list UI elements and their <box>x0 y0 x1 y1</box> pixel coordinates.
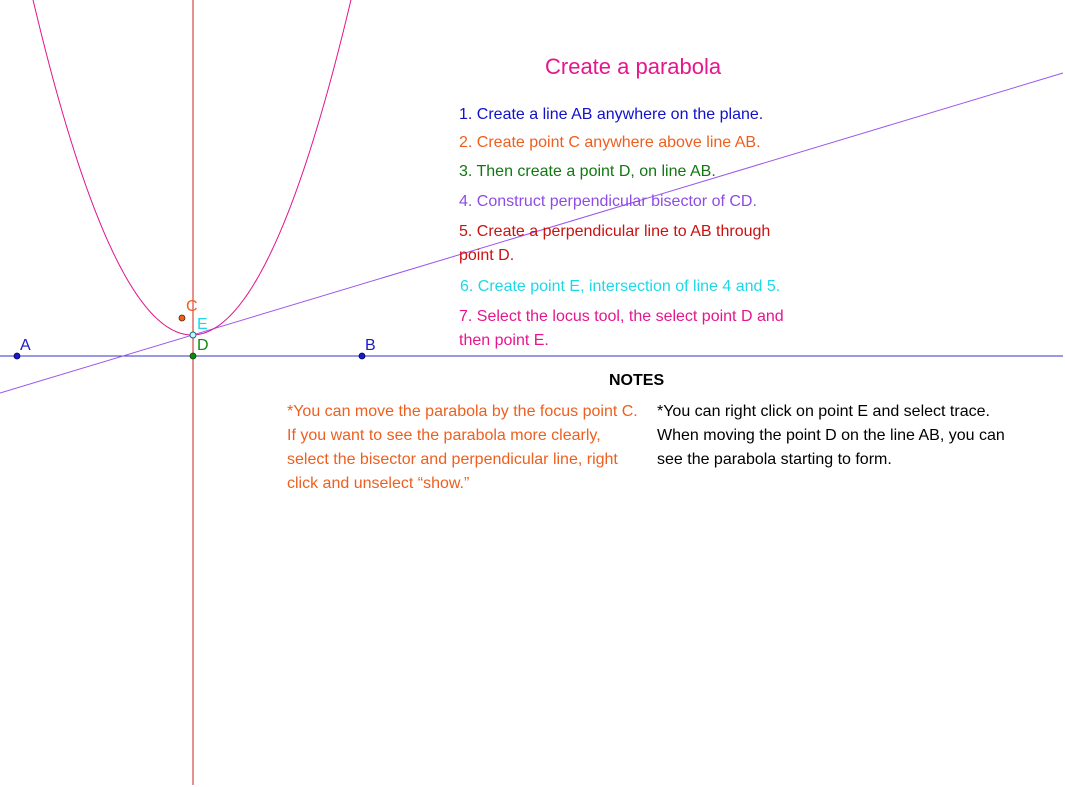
step-4: 4. Construct perpendicular bisector of CD. <box>459 193 757 210</box>
step-2: 2. Create point C anywhere above line AB. <box>459 134 761 151</box>
step-3: 3. Then create a point D, on line AB. <box>459 163 716 180</box>
label-a: A <box>20 337 31 354</box>
label-d: D <box>197 337 209 354</box>
step-7: 7. Select the locus tool, the select point D and then point E. <box>459 308 784 349</box>
parabola-locus[interactable] <box>32 0 352 335</box>
note-left: *You can move the parabola by the focus point C. If you want to see the parabola more clearly, select the bisector and perpendicular line, right click and unselect “show.” <box>287 403 638 492</box>
note-right: *You can right click on point E and select trace. When moving the point D on the line AB, you can see the parabola starting to form. <box>657 403 1005 468</box>
label-c: C <box>186 298 198 315</box>
point-c[interactable] <box>179 315 185 321</box>
point-e[interactable] <box>190 332 196 338</box>
step-1: 1. Create a line AB anywhere on the plane. <box>459 106 764 123</box>
point-d[interactable] <box>190 353 196 359</box>
step-6: 6. Create point E, intersection of line 4 and 5. <box>460 278 781 295</box>
step-5: 5. Create a perpendicular line to AB through point D. <box>459 223 771 264</box>
notes-heading: NOTES <box>609 372 665 389</box>
label-b: B <box>365 337 376 354</box>
page-title: Create a parabola <box>545 54 722 79</box>
label-e: E <box>197 316 208 333</box>
